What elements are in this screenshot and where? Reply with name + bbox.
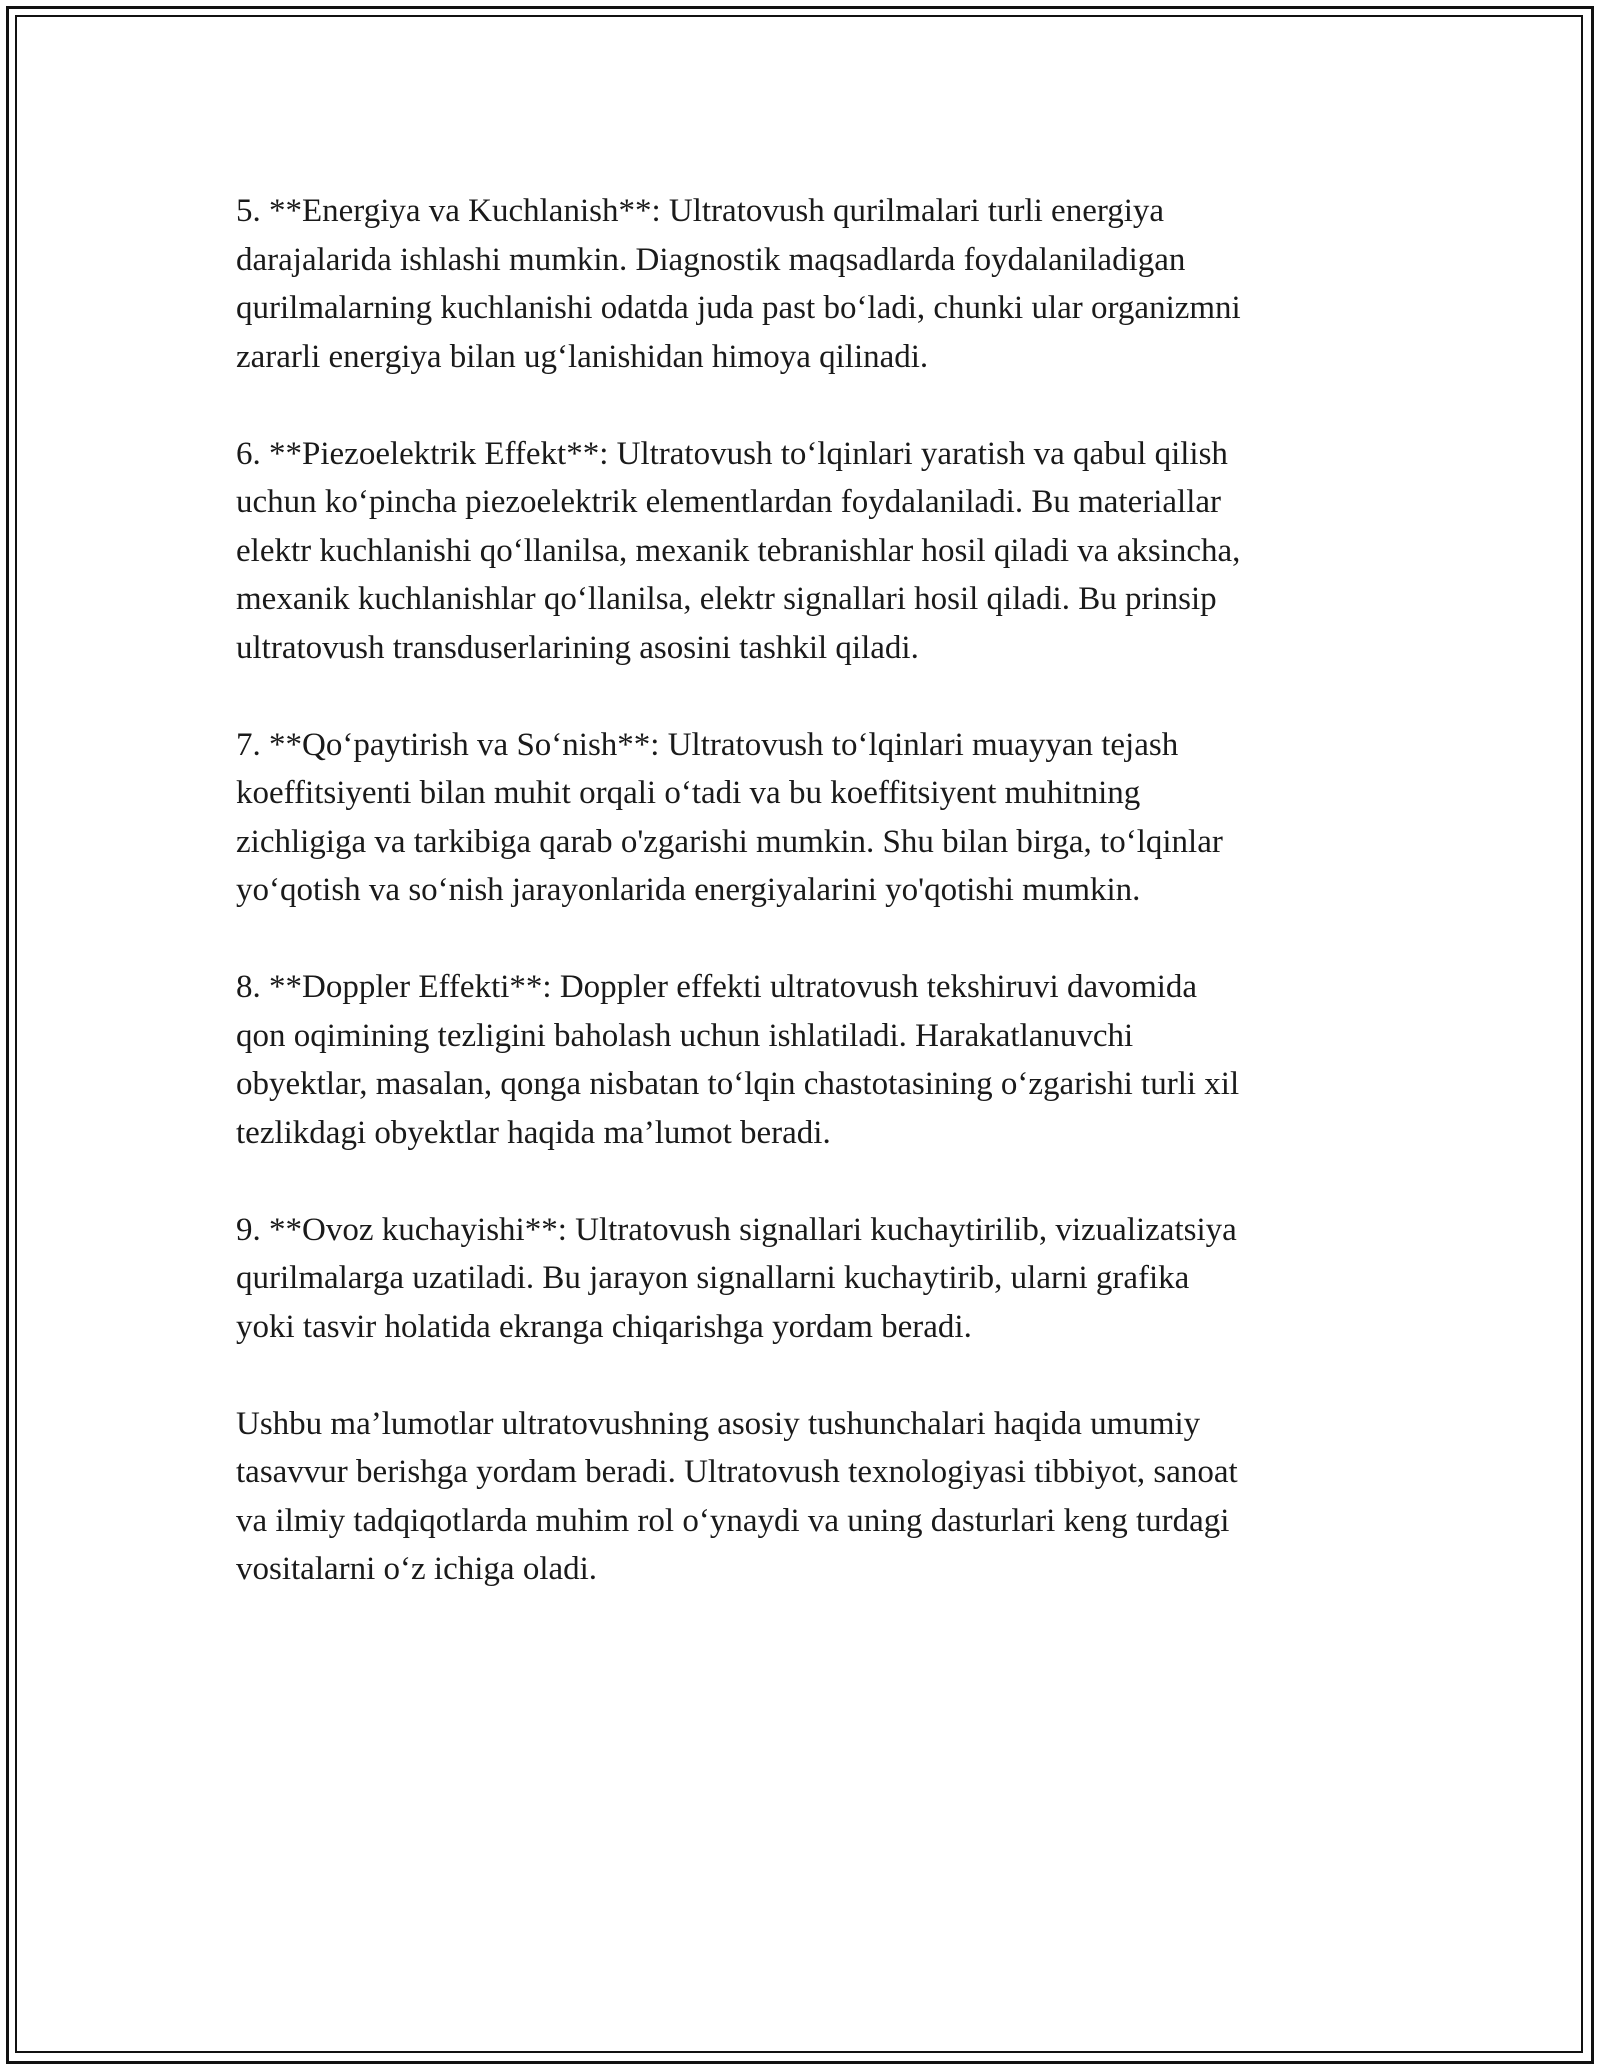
text-line: obyektlar, masalan, qonga nisbatan to‘lqin chastotasining o‘zgarishi turli xil xyxy=(236,1066,1240,1102)
text-line: 5. **Energiya va Kuchlanish**: Ultratovush qurilmalari turli energiya xyxy=(236,193,1165,229)
text-line: yo‘qotish va so‘nish jarayonlarida energiyalarini yo'qotishi mumkin. xyxy=(236,872,1141,908)
text-line: uchun ko‘pincha piezoelektrik elementlardan foydalaniladi. Bu materiallar xyxy=(236,484,1222,520)
text-line: 6. **Piezoelektrik Effekt**: Ultratovush to‘lqinlari yaratish va qabul qilish xyxy=(236,435,1228,472)
text-line: qurilmalarga uzatiladi. Bu jarayon signallarni kuchaytirib, ularni grafika xyxy=(236,1260,1190,1296)
text-line: tezlikdagi obyektlar haqida ma’lumot beradi. xyxy=(236,1114,831,1151)
text-line: darajalarida ishlashi mumkin. Diagnostik maqsadlarda foydalaniladigan xyxy=(236,241,1186,278)
paragraph-qopaytirish xyxy=(236,721,1356,915)
document-body xyxy=(236,187,1356,1642)
text-line: ultratovush transduserlarining asosini tashkil qiladi. xyxy=(236,629,919,666)
text-line: 9. **Ovoz kuchayishi**: Ultratovush signallari kuchaytirilib, vizualizatsiya xyxy=(236,1211,1237,1248)
text-line: vositalarni o‘z ichiga oladi. xyxy=(236,1551,598,1587)
text-line: tasavvur berishga yordam beradi. Ultratovush texnologiyasi tibbiyot, sanoat xyxy=(236,1454,1238,1490)
text-line: 7. **Qo‘paytirish va So‘nish**: Ultratovush to‘lqinlari muayyan tejash xyxy=(236,726,1179,763)
text-line: elektr kuchlanishi qo‘llanilsa, mexanik tebranishlar hosil qiladi va aksincha, xyxy=(236,532,1241,569)
text-line: 8. **Doppler Effekti**: Doppler effekti ultratovush tekshiruvi davomida xyxy=(236,969,1198,1005)
text-line: qurilmalarning kuchlanishi odatda juda past bo‘ladi, chunki ular organizmni xyxy=(236,290,1241,326)
text-line: mexanik kuchlanishlar qo‘llanilsa, elektr signallari hosil qiladi. Bu prinsip xyxy=(236,581,1217,617)
text-line: zichligiga va tarkibiga qarab o'zgarishi mumkin. Shu bilan birga, to‘lqinlar xyxy=(236,823,1223,860)
paragraph-energiya xyxy=(236,187,1356,381)
text-line: yoki tasvir holatida ekranga chiqarishga yordam beradi. xyxy=(236,1308,972,1345)
text-line: zararli energiya bilan ug‘lanishidan himoya qilinadi. xyxy=(236,338,929,375)
paragraph-piezoelektrik xyxy=(236,430,1356,673)
text-line: qon oqimining tezligini baholash uchun ishlatiladi. Harakatlanuvchi xyxy=(236,1017,1134,1054)
text-line: koeffitsiyenti bilan muhit orqali o‘tadi va bu koeffitsiyent muhitning xyxy=(236,775,1141,811)
text-line: va ilmiy tadqiqotlarda muhim rol o‘ynaydi va uning dasturlari keng turdagi xyxy=(236,1502,1230,1539)
text-line: Ushbu ma’lumotlar ultratovushning asosiy tushunchalari haqida umumiy xyxy=(236,1405,1201,1442)
paragraph-ovoz xyxy=(236,1206,1356,1352)
paragraph-conclusion xyxy=(236,1400,1356,1594)
paragraph-doppler xyxy=(236,963,1356,1157)
